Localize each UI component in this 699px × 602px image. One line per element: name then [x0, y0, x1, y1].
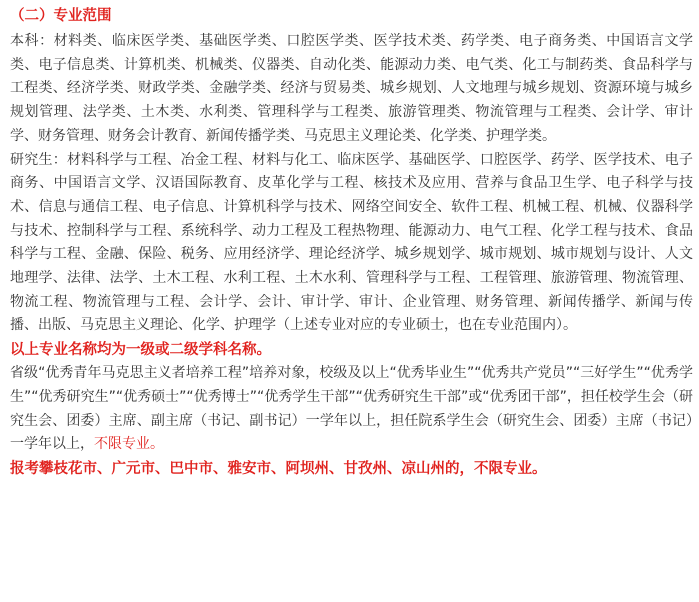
undergrad-paragraph — [10, 30, 693, 149]
discipline-level-note: 以上专业名称均为一级或二级学科名称。 — [10, 342, 271, 359]
honors-unlimited-note: 不限专业。 — [94, 436, 164, 453]
section-title: （二）专业范围 — [10, 8, 112, 24]
graduate-majors: 材料科学与工程、冶金工程、材料与化工、临床医学、基础医学、口腔医学、药学、医学技术、电子商务、中国语言文学、汉语国际教育、皮革化学与工程、核技术及应用、营养与食品卫生学、电子科学与技术、信息与通信工程、电子信息、计算机科学与技术、网络空间安全、软件工程、机械工程、机械、仪器科学与技术、控制科学与工程、系统科学、动力工程及工程热物理、能源动力、电气工程、化学工程与技术、食品科学与工程、金融、保险、税务、应用经济学、理论经济学、城乡规划学、城市规划、城市规划与设计、人文地理学、法律、法学、土木工程、水利工程、土木水利、管理科学与工程、工程管理、旅游管理、物流管理、物流工程、物流管理与工程、会计学、会计、审计学、审计、企业管理、财务管理、新闻传播学、新闻与传播、出版、马克思主义理论、化学、护理学（上述专业对应的专业硕士，也在专业范围内）。 — [10, 151, 693, 334]
honors-paragraph — [10, 362, 693, 457]
graduate-label: 研究生： — [10, 151, 67, 168]
undergrad-label: 本科： — [10, 33, 54, 49]
honors-text: 省级“优秀青年马克思主义者培养工程”培养对象，校级及以上“优秀毕业生”“优秀共产党员”“三好学生”“优秀学生”“优秀研究生”“优秀硕士”“优秀博士”“优秀学生干部”“优秀研究生干部”或“优秀团干部”，担任校学生会（研究生会、团委）主席、副主席（书记、副书记）一学年以上，担任院系学生会（研究生会、团委）主席（书记）一学年以上， — [10, 365, 693, 453]
regions-note: 报考攀枝花市、广元市、巴中市、雅安市、阿坝州、甘孜州、凉山州的，不限专业。 — [10, 460, 547, 477]
undergrad-majors: 材料类、临床医学类、基础医学类、口腔医学类、医学技术类、药学类、电子商务类、中国语言文学类、电子信息类、计算机类、机械类、仪器类、自动化类、能源动力类、电气类、化工与制药类、食品科学与工程类、经济学类、财政学类、金融学类、经济与贸易类、城乡规划、人文地理与城乡规划、资源环境与城乡规划管理、法学类、土木类、水利类、管理科学与工程类、旅游管理类、物流管理与工程类、会计学、审计学、财务管理、财务会计教育、新闻传播学类、马克思主义理论类、化学类、护理学类。 — [10, 33, 694, 144]
graduate-paragraph — [10, 149, 693, 339]
